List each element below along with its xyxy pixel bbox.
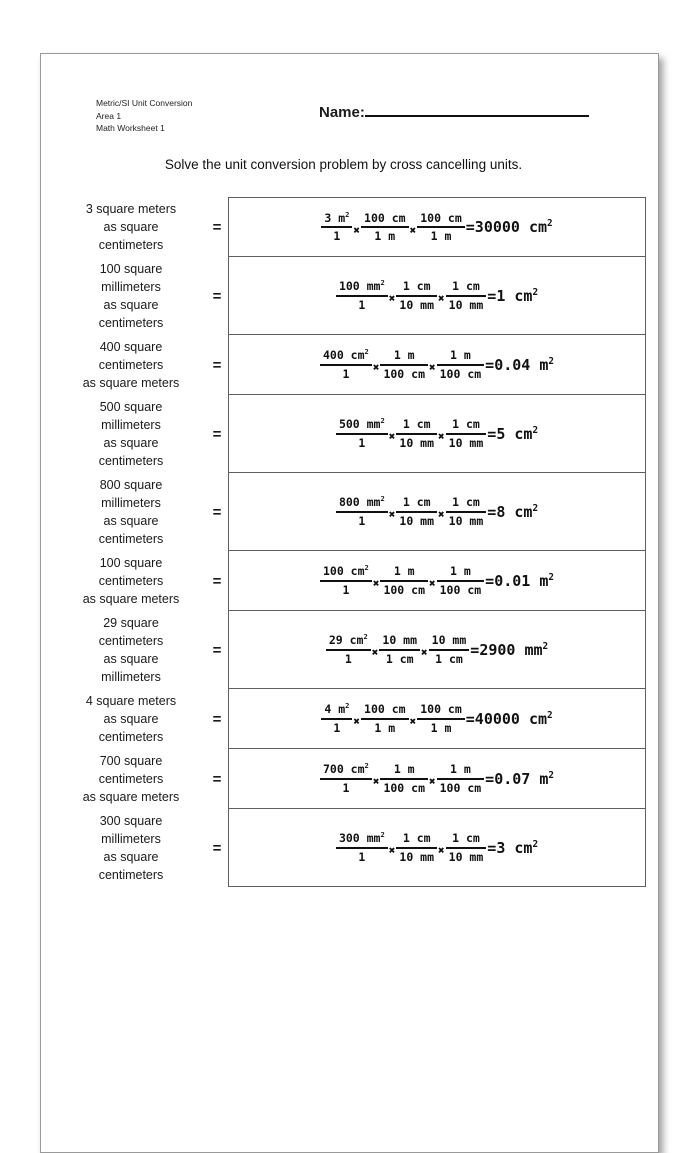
worksheet-page	[40, 53, 659, 1153]
fraction	[326, 633, 371, 666]
fraction-denominator: 1 cm	[385, 651, 414, 666]
fraction-bar	[336, 511, 388, 513]
problem-row	[41, 551, 658, 611]
fraction	[437, 762, 485, 795]
fraction-numerator: 1 m	[450, 762, 471, 777]
multiply-icon: ✖	[409, 223, 417, 237]
fraction-numerator: 100 cm	[364, 210, 406, 225]
fraction-bar	[437, 778, 485, 780]
fraction-bar	[396, 433, 437, 435]
fraction	[396, 831, 437, 864]
fraction-denominator: 100 cm	[383, 780, 425, 795]
fraction	[396, 495, 437, 528]
problem-row	[41, 257, 658, 335]
equals-sign: =	[212, 287, 222, 305]
fraction-bar	[437, 364, 485, 366]
fraction-denominator: 1	[358, 513, 366, 528]
equation	[336, 831, 538, 864]
multiply-icon: ✖	[409, 715, 417, 728]
fraction-numerator: 700 $cm^2$	[322, 761, 369, 777]
equals-sign: =	[212, 503, 222, 521]
fraction-bar	[417, 718, 465, 720]
equation-result: 3 $cm^2$	[496, 838, 539, 857]
problem-row	[41, 395, 658, 473]
fraction	[446, 417, 487, 450]
result-equals-sign: =	[465, 709, 475, 728]
fraction-bar	[361, 718, 409, 720]
fraction-numerator: 1 m	[393, 348, 415, 363]
fraction-numerator: 100 cm	[420, 702, 462, 717]
equation-box	[228, 689, 646, 749]
fraction-bar	[380, 364, 428, 366]
fraction-denominator: 10 mm	[399, 297, 435, 312]
problem-row	[41, 749, 658, 809]
fraction	[379, 633, 420, 666]
equation-box	[228, 809, 646, 887]
fraction-denominator: 1	[342, 582, 350, 597]
problem-row	[41, 473, 658, 551]
equals-sign: =	[212, 425, 222, 443]
fraction	[336, 831, 388, 864]
equation-result: 40000 $cm^2$	[474, 709, 553, 728]
fraction	[446, 495, 487, 528]
fraction-denominator: 1 m	[430, 229, 452, 243]
multiply-icon: ✖	[438, 508, 445, 521]
equation	[320, 348, 554, 381]
problem-label: 100 square centimeters as square meters	[82, 556, 180, 606]
equation	[321, 211, 552, 244]
fraction	[396, 279, 437, 312]
fraction-denominator: 100 cm	[383, 366, 425, 381]
fraction-denominator: 100 cm	[439, 780, 482, 795]
problem-row	[41, 689, 658, 749]
name-blank-line	[365, 103, 589, 117]
equation-box	[228, 395, 646, 473]
fraction-denominator: 1	[358, 849, 366, 864]
multiply-icon: ✖	[372, 577, 380, 590]
fraction-denominator: 10 mm	[448, 513, 484, 528]
fraction-numerator: 500 $mm^2$	[338, 416, 385, 432]
fraction	[396, 417, 437, 450]
equation-box	[228, 749, 646, 809]
multiply-icon: ✖	[388, 430, 396, 443]
fraction-numerator: 4 $m^2$	[324, 701, 350, 717]
fraction	[320, 762, 372, 795]
equation-result: 5 $cm^2$	[496, 424, 539, 443]
equation-box	[228, 473, 646, 551]
worksheet-info	[96, 97, 192, 135]
equals-sign: =	[212, 572, 222, 590]
fraction	[437, 564, 485, 597]
fraction-denominator: 1	[342, 366, 350, 381]
fraction-bar	[320, 778, 372, 780]
problems-table	[41, 197, 658, 887]
result-equals-sign: =	[487, 424, 497, 443]
fraction-numerator: 1 cm	[452, 495, 480, 510]
multiply-icon: ✖	[421, 646, 428, 659]
multiply-icon: ✖	[353, 223, 361, 237]
fraction-numerator: 1 cm	[402, 831, 431, 846]
fraction-denominator: 10 mm	[399, 513, 435, 528]
fraction	[336, 279, 388, 312]
fraction-bar	[321, 226, 352, 228]
multiply-icon: ✖	[353, 715, 361, 728]
problem-label: 100 square millimeters as square centimeters	[98, 262, 164, 330]
equation-box	[228, 335, 646, 395]
equals-sign: =	[212, 218, 222, 236]
fraction-denominator: 10 mm	[399, 435, 435, 450]
name-row	[319, 103, 589, 121]
fraction	[380, 762, 428, 795]
equals-sign: =	[212, 356, 222, 374]
fraction-bar	[396, 511, 437, 513]
name-label: Name:	[319, 104, 365, 121]
fraction-numerator: 400 $cm^2$	[322, 347, 369, 363]
fraction-bar	[446, 511, 487, 513]
problem-label: 4 square meters as square centimeters	[85, 694, 177, 744]
equals-sign: =	[212, 641, 222, 659]
fraction-denominator: 1	[358, 297, 366, 312]
fraction-denominator: 10 mm	[448, 849, 484, 864]
result-equals-sign: =	[487, 502, 497, 521]
result-equals-sign: =	[485, 769, 495, 788]
problem-label: 29 square centimeters as square millimeters	[98, 616, 164, 684]
fraction-bar	[446, 433, 487, 435]
fraction-numerator: 300 $mm^2$	[338, 830, 385, 846]
fraction-numerator: 800 $mm^2$	[338, 494, 385, 510]
fraction-numerator: 100 cm	[364, 702, 406, 717]
fraction-numerator: 1 cm	[452, 417, 480, 432]
problem-row	[41, 611, 658, 689]
fraction	[361, 211, 409, 244]
fraction-denominator: 10 mm	[448, 435, 484, 450]
problem-row	[41, 809, 658, 887]
multiply-icon: ✖	[429, 361, 436, 374]
equation-result: 0.07 $m^2$	[494, 769, 554, 788]
fraction-numerator: 1 cm	[402, 495, 431, 510]
worksheet-info-area: Area 1	[96, 110, 122, 121]
multiply-icon: ✖	[429, 577, 436, 590]
worksheet-info-title: Metric/SI Unit Conversion	[96, 98, 193, 108]
fraction-denominator: 100 cm	[383, 582, 425, 597]
equation-box	[228, 197, 646, 257]
fraction-numerator: 1 m	[450, 564, 471, 579]
fraction-numerator: 3 $m^2$	[324, 209, 350, 225]
fraction-denominator: 1	[333, 229, 341, 243]
fraction-bar	[379, 649, 420, 651]
equation	[320, 564, 554, 597]
fraction-numerator: 1 cm	[402, 279, 431, 294]
multiply-icon: ✖	[438, 430, 445, 443]
fraction	[437, 348, 485, 381]
fraction-denominator: 1 m	[430, 720, 452, 735]
fraction-bar	[417, 226, 465, 228]
multiply-icon: ✖	[372, 361, 380, 374]
result-equals-sign: =	[485, 571, 495, 590]
fraction-denominator: 1	[342, 780, 350, 795]
fraction-bar	[361, 226, 409, 228]
result-equals-sign: =	[465, 218, 475, 236]
equation	[320, 762, 554, 795]
fraction-bar	[446, 847, 487, 849]
fraction-denominator: 1 cm	[435, 651, 463, 666]
fraction-bar	[326, 649, 371, 651]
fraction-numerator: 1 cm	[452, 279, 480, 294]
fraction-bar	[429, 649, 470, 651]
equation	[321, 702, 552, 735]
fraction-bar	[336, 433, 388, 435]
equation	[336, 279, 538, 312]
fraction-numerator: 100 $cm^2$	[322, 563, 369, 579]
multiply-icon: ✖	[429, 775, 436, 788]
multiply-icon: ✖	[371, 646, 379, 659]
fraction	[321, 211, 352, 244]
equation-result: 0.01 $m^2$	[494, 571, 554, 590]
equals-sign: =	[212, 839, 222, 857]
fraction-numerator: 29 $cm^2$	[328, 632, 368, 648]
equation	[336, 495, 538, 528]
fraction-denominator: 100 cm	[439, 582, 482, 597]
fraction-numerator: 1 m	[450, 348, 471, 363]
fraction-numerator: 10 mm	[382, 633, 418, 648]
fraction	[417, 702, 465, 735]
fraction-denominator: 1 m	[374, 229, 396, 243]
fraction-bar	[320, 580, 372, 582]
fraction	[336, 417, 388, 450]
problem-label: 400 square centimeters as square meters	[82, 340, 180, 390]
fraction-numerator: 100 cm	[420, 210, 462, 225]
result-equals-sign: =	[485, 355, 495, 374]
multiply-icon: ✖	[372, 775, 380, 788]
problem-row	[41, 335, 658, 395]
fraction-denominator: 10 mm	[399, 849, 435, 864]
problem-label: 300 square millimeters as square centimeters	[98, 814, 164, 882]
fraction-bar	[396, 847, 437, 849]
result-equals-sign: =	[470, 640, 480, 659]
fraction-denominator: 1 m	[374, 720, 396, 735]
fraction-denominator: 1	[358, 435, 366, 450]
fraction-denominator: 10 mm	[448, 297, 484, 312]
fraction-bar	[437, 580, 485, 582]
fraction	[380, 348, 428, 381]
result-equals-sign: =	[487, 286, 497, 305]
fraction	[320, 348, 372, 381]
fraction-bar	[320, 364, 372, 366]
multiply-icon: ✖	[388, 508, 396, 521]
worksheet-info-number: Math Worksheet 1	[96, 123, 165, 133]
multiply-icon: ✖	[438, 844, 445, 857]
problem-row	[41, 197, 658, 257]
equation-result: 2900 $mm^2$	[479, 640, 549, 659]
fraction-numerator: 100 $mm^2$	[338, 278, 385, 294]
problem-label: 500 square millimeters as square centimeters	[98, 400, 164, 468]
equation-box	[228, 611, 646, 689]
fraction-numerator: 1 m	[393, 564, 415, 579]
equals-sign: =	[212, 710, 222, 728]
fraction	[429, 633, 470, 666]
equation-result: 0.04 $m^2$	[494, 355, 554, 374]
fraction-bar	[446, 295, 487, 297]
fraction-bar	[380, 580, 428, 582]
fraction-denominator: 1	[344, 651, 352, 666]
instruction-text: Solve the unit conversion problem by cross cancelling units.	[164, 157, 523, 172]
equation-box	[228, 551, 646, 611]
equation-result: 8 $cm^2$	[496, 502, 539, 521]
fraction-denominator: 100 cm	[439, 366, 482, 381]
fraction-bar	[321, 718, 352, 720]
fraction	[361, 702, 409, 735]
result-equals-sign: =	[487, 838, 497, 857]
fraction-denominator: 1	[333, 720, 341, 735]
fraction-numerator: 10 mm	[431, 633, 467, 648]
equation	[336, 417, 538, 450]
fraction	[417, 211, 465, 244]
equation-box	[228, 257, 646, 335]
equals-sign: =	[212, 770, 222, 788]
fraction	[446, 279, 487, 312]
fraction	[380, 564, 428, 597]
problem-label: 3 square meters as square centimeters	[85, 202, 177, 252]
problem-label: 800 square millimeters as square centimeters	[98, 478, 164, 546]
fraction-numerator: 1 m	[393, 762, 415, 777]
fraction	[336, 495, 388, 528]
problem-label: 700 square centimeters as square meters	[82, 754, 180, 804]
fraction-numerator: 1 cm	[402, 417, 431, 432]
fraction-numerator: 1 cm	[452, 831, 480, 846]
multiply-icon: ✖	[388, 844, 396, 857]
fraction	[446, 831, 487, 864]
equation-result: 30000 $cm^2$	[474, 218, 553, 236]
multiply-icon: ✖	[438, 292, 445, 305]
multiply-icon: ✖	[388, 292, 396, 305]
equation-result: 1 $cm^2$	[496, 286, 539, 305]
fraction-bar	[336, 847, 388, 849]
fraction-bar	[396, 295, 437, 297]
fraction-bar	[380, 778, 428, 780]
equation	[326, 633, 548, 666]
fraction-bar	[336, 295, 388, 297]
fraction	[321, 702, 352, 735]
fraction	[320, 564, 372, 597]
